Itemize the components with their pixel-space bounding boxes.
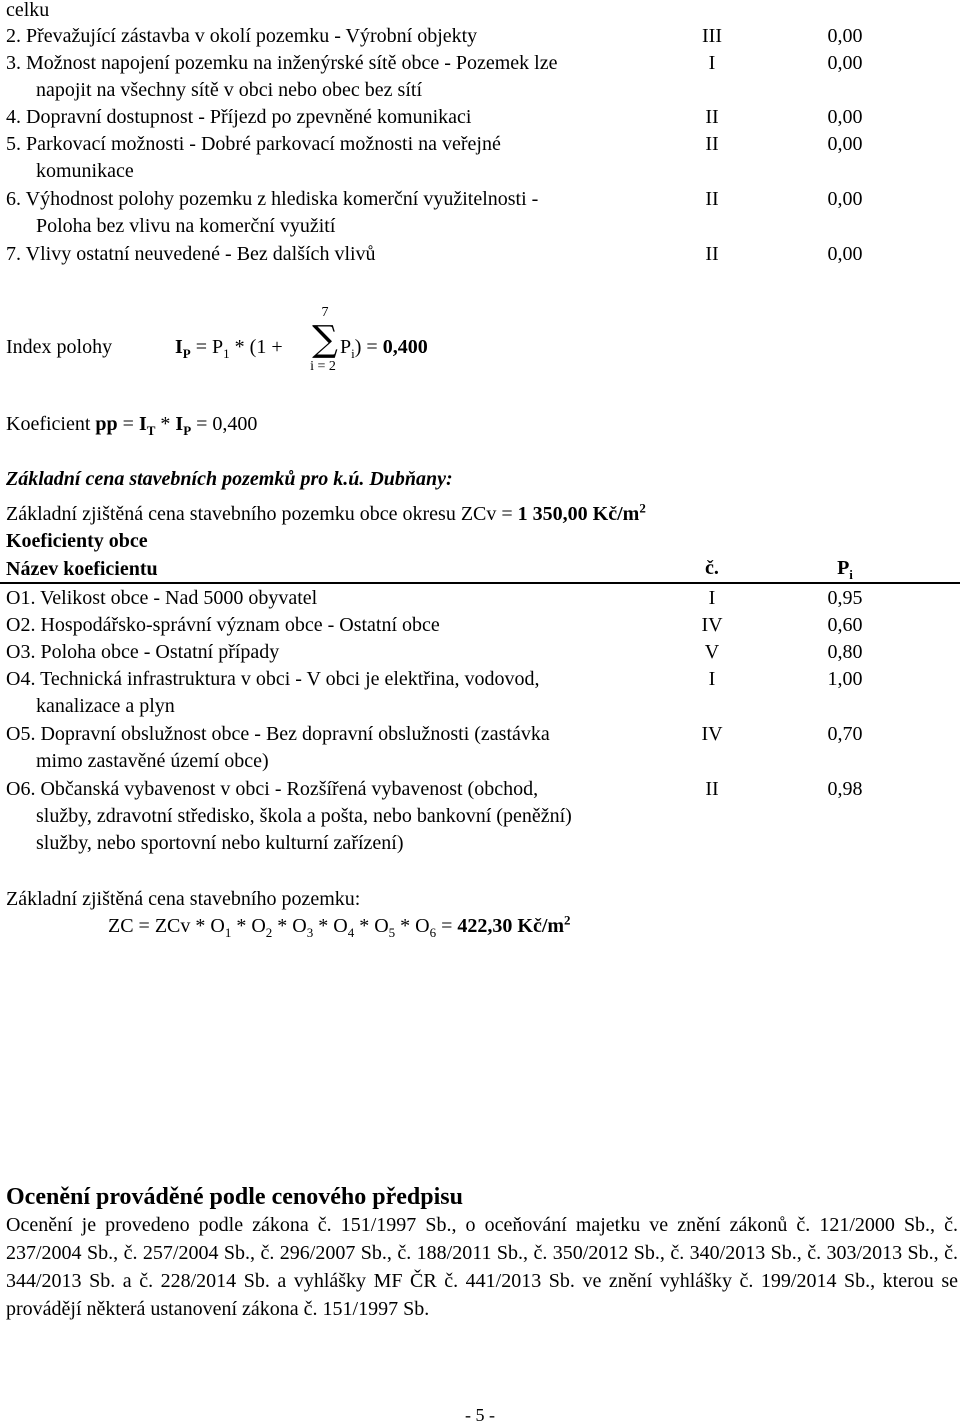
row-text: 3. Možnost napojení pozemku na inženýrské sítě obce - Pozemek lze [6, 52, 558, 74]
oceneni-paragraph: Ocenění je provedeno podle zákona č. 151/1997 Sb., o oceňování majetku ve znění zákonů č. 121/2000 Sb., č. 237/2004 Sb., č. 257/2004 Sb., č. 296/2007 Sb., č. 188/2011 Sb., č. 350/2012 Sb., č. 340/2013 Sb., č. 303/2013 Sb., č. 344/2013 Sb. a č. 228/2014 Sb. a vyhlášky MF ČR č. 441/2013 Sb. ve znění vyhlášky č. 199/2014 Sb., kterou se provádějí některá ustanovení zákona č. 151/1997 Sb. [6, 1214, 958, 1320]
table-header-class: č. [705, 557, 719, 579]
row-value: 0,00 [827, 243, 863, 265]
row-text: O4. Technická infrastruktura v obci - V obci je elektřina, vodovod, [6, 668, 540, 690]
table-header-name: Název koeficientu [6, 558, 158, 580]
row-text: 6. Výhodnost polohy pozemku z hlediska komerční využitelnosti - [6, 188, 539, 210]
row-text: O5. Dopravní obslužnost obce - Bez dopravní obslužnosti (zastávka [6, 723, 550, 745]
table-header-rule [0, 582, 960, 584]
sigma-lower: i = 2 [310, 359, 336, 374]
row-text: 5. Parkovací možnosti - Dobré parkovací možnosti na veřejné [6, 133, 501, 155]
row-celku [6, 0, 686, 24]
row-text-cont: služby, nebo sportovní nebo kulturní zařízení) [36, 832, 404, 854]
row-3 [6, 50, 686, 104]
formula-part: = 0,400 [191, 413, 258, 435]
table-header-value [810, 555, 880, 582]
row-text: celku [6, 0, 50, 21]
it-symbol: I [138, 413, 147, 435]
row-5 [6, 131, 686, 185]
sigma-block [310, 304, 340, 376]
row-text-cont: komunikace [36, 160, 134, 182]
row-value: 0,80 [827, 641, 863, 663]
sigma-upper: 7 [321, 305, 329, 320]
sigma-icon: ∑ [312, 319, 338, 360]
row-text: 2. Převažující zástavba v okolí pozemku - Výrobní objekty [6, 25, 478, 47]
row-value: 1,00 [827, 668, 863, 690]
row-class: IV [701, 614, 723, 636]
row-class: I [708, 668, 716, 690]
formula-sub: 2 [265, 925, 273, 940]
row-value: 0,00 [827, 25, 863, 47]
row-class: I [708, 52, 716, 74]
row-text: 7. Vlivy ostatní neuvedené - Bez dalších vlivů [6, 243, 376, 265]
row-text: O6. Občanská vybavenost v obci - Rozšířená vybavenost (obchod, [6, 778, 539, 800]
zc-formula [108, 914, 571, 938]
row-value: 0,00 [827, 106, 863, 128]
formula-part: Koeficient [6, 413, 96, 435]
row-text-cont: kanalizace a plyn [36, 695, 175, 717]
formula-sub: 5 [388, 925, 396, 940]
row-4 [6, 104, 686, 131]
row-class: II [705, 243, 719, 265]
table-row [6, 666, 686, 720]
formula-sub: 1 [224, 925, 232, 940]
row-text: O2. Hospodářsko-správní význam obce - Ostatní obce [6, 614, 440, 636]
formula-sub: 4 [347, 925, 355, 940]
koeficienty-obce-heading: Koeficienty obce [6, 530, 148, 552]
formula-part: * (1 + [229, 336, 283, 358]
row-value: 0,98 [827, 778, 863, 800]
row-value: 0,95 [827, 587, 863, 609]
zc-result: 422,30 Kč/m [457, 915, 565, 937]
zc-label: Základní zjištěná cena stavebního pozemku: [6, 888, 361, 910]
formula-part: * O [313, 915, 348, 937]
row-value: 0,70 [827, 723, 863, 745]
row-2 [6, 23, 686, 50]
row-value: 0,00 [827, 133, 863, 155]
row-text: 4. Dopravní dostupnost - Příjezd po zpevněné komunikaci [6, 106, 472, 128]
oceneni-section-title: Ocenění prováděné podle cenového předpisu [6, 1184, 463, 1210]
row-6 [6, 186, 686, 240]
row-value: 0,00 [827, 188, 863, 210]
formula-sub: 6 [429, 925, 437, 940]
row-text: O3. Poloha obce - Ostatní případy [6, 641, 280, 663]
formula-sub: P [183, 423, 192, 438]
formula-part: = [436, 915, 458, 937]
index-polohy-formula-tail [340, 335, 428, 359]
row-class: II [705, 106, 719, 128]
index-polohy-formula [175, 335, 283, 359]
row-class: II [705, 133, 719, 155]
zcv-line [6, 502, 646, 526]
row-class: V [704, 641, 720, 663]
page-number: - 5 - [465, 1405, 495, 1425]
row-text-cont: služby, zdravotní středisko, škola a pošta, nebo bankovní (peněžní) [36, 805, 572, 827]
ip-sub: P [182, 346, 191, 361]
formula-sub: i [351, 346, 355, 361]
koeficient-pp-line [6, 412, 257, 436]
table-row [6, 776, 686, 857]
formula-part: = [117, 413, 139, 435]
table-row [6, 585, 686, 612]
index-polohy-label: Index polohy [6, 336, 113, 358]
formula-sup: 2 [639, 500, 646, 516]
formula-part: * O [395, 915, 430, 937]
row-class: II [705, 188, 719, 210]
formula-part: * O [272, 915, 307, 937]
pi-symbol: P [837, 557, 850, 579]
formula-part: = P [190, 336, 224, 358]
ip-symbol: I [175, 413, 184, 435]
ip-symbol: I [175, 336, 183, 358]
table-row [6, 721, 686, 775]
formula-part: ) = [354, 336, 383, 358]
formula-part: * O [354, 915, 389, 937]
zcv-text: Základní zjištěná cena stavebního pozemku obce okresu ZCv = [6, 503, 518, 525]
row-class: IV [701, 723, 723, 745]
row-class: III [702, 25, 722, 47]
row-text-cont: mimo zastavěné území obce) [36, 750, 269, 772]
row-value: 0,00 [827, 52, 863, 74]
formula-part: P [340, 336, 352, 358]
index-polohy-result: 0,400 [382, 336, 428, 358]
row-7 [6, 241, 686, 268]
table-row [6, 639, 686, 666]
row-text-cont: Poloha bez vlivu na komerční využití [36, 215, 336, 237]
row-text-cont: napojit na všechny sítě v obci nebo obec bez sítí [36, 79, 423, 101]
formula-sub: i [849, 567, 853, 582]
formula-sup: 2 [564, 912, 571, 928]
row-text: O1. Velikost obce - Nad 5000 obyvatel [6, 587, 318, 609]
row-class: I [708, 587, 716, 609]
formula-sub: 1 [223, 346, 230, 361]
table-row [6, 612, 686, 639]
zakladni-cena-heading: Základní cena stavebních pozemků pro k.ú. Dubňany: [6, 468, 453, 490]
row-value: 0,60 [827, 614, 863, 636]
zcv-value: 1 350,00 Kč/m [517, 503, 640, 525]
formula-part: * O [231, 915, 266, 937]
formula-sub: 3 [306, 925, 314, 940]
formula-part: * [155, 413, 176, 435]
row-class: II [705, 778, 719, 800]
formula-sub: T [146, 423, 156, 438]
formula-part: ZC = ZCv * O [108, 915, 225, 937]
pp-symbol: pp [95, 413, 118, 435]
